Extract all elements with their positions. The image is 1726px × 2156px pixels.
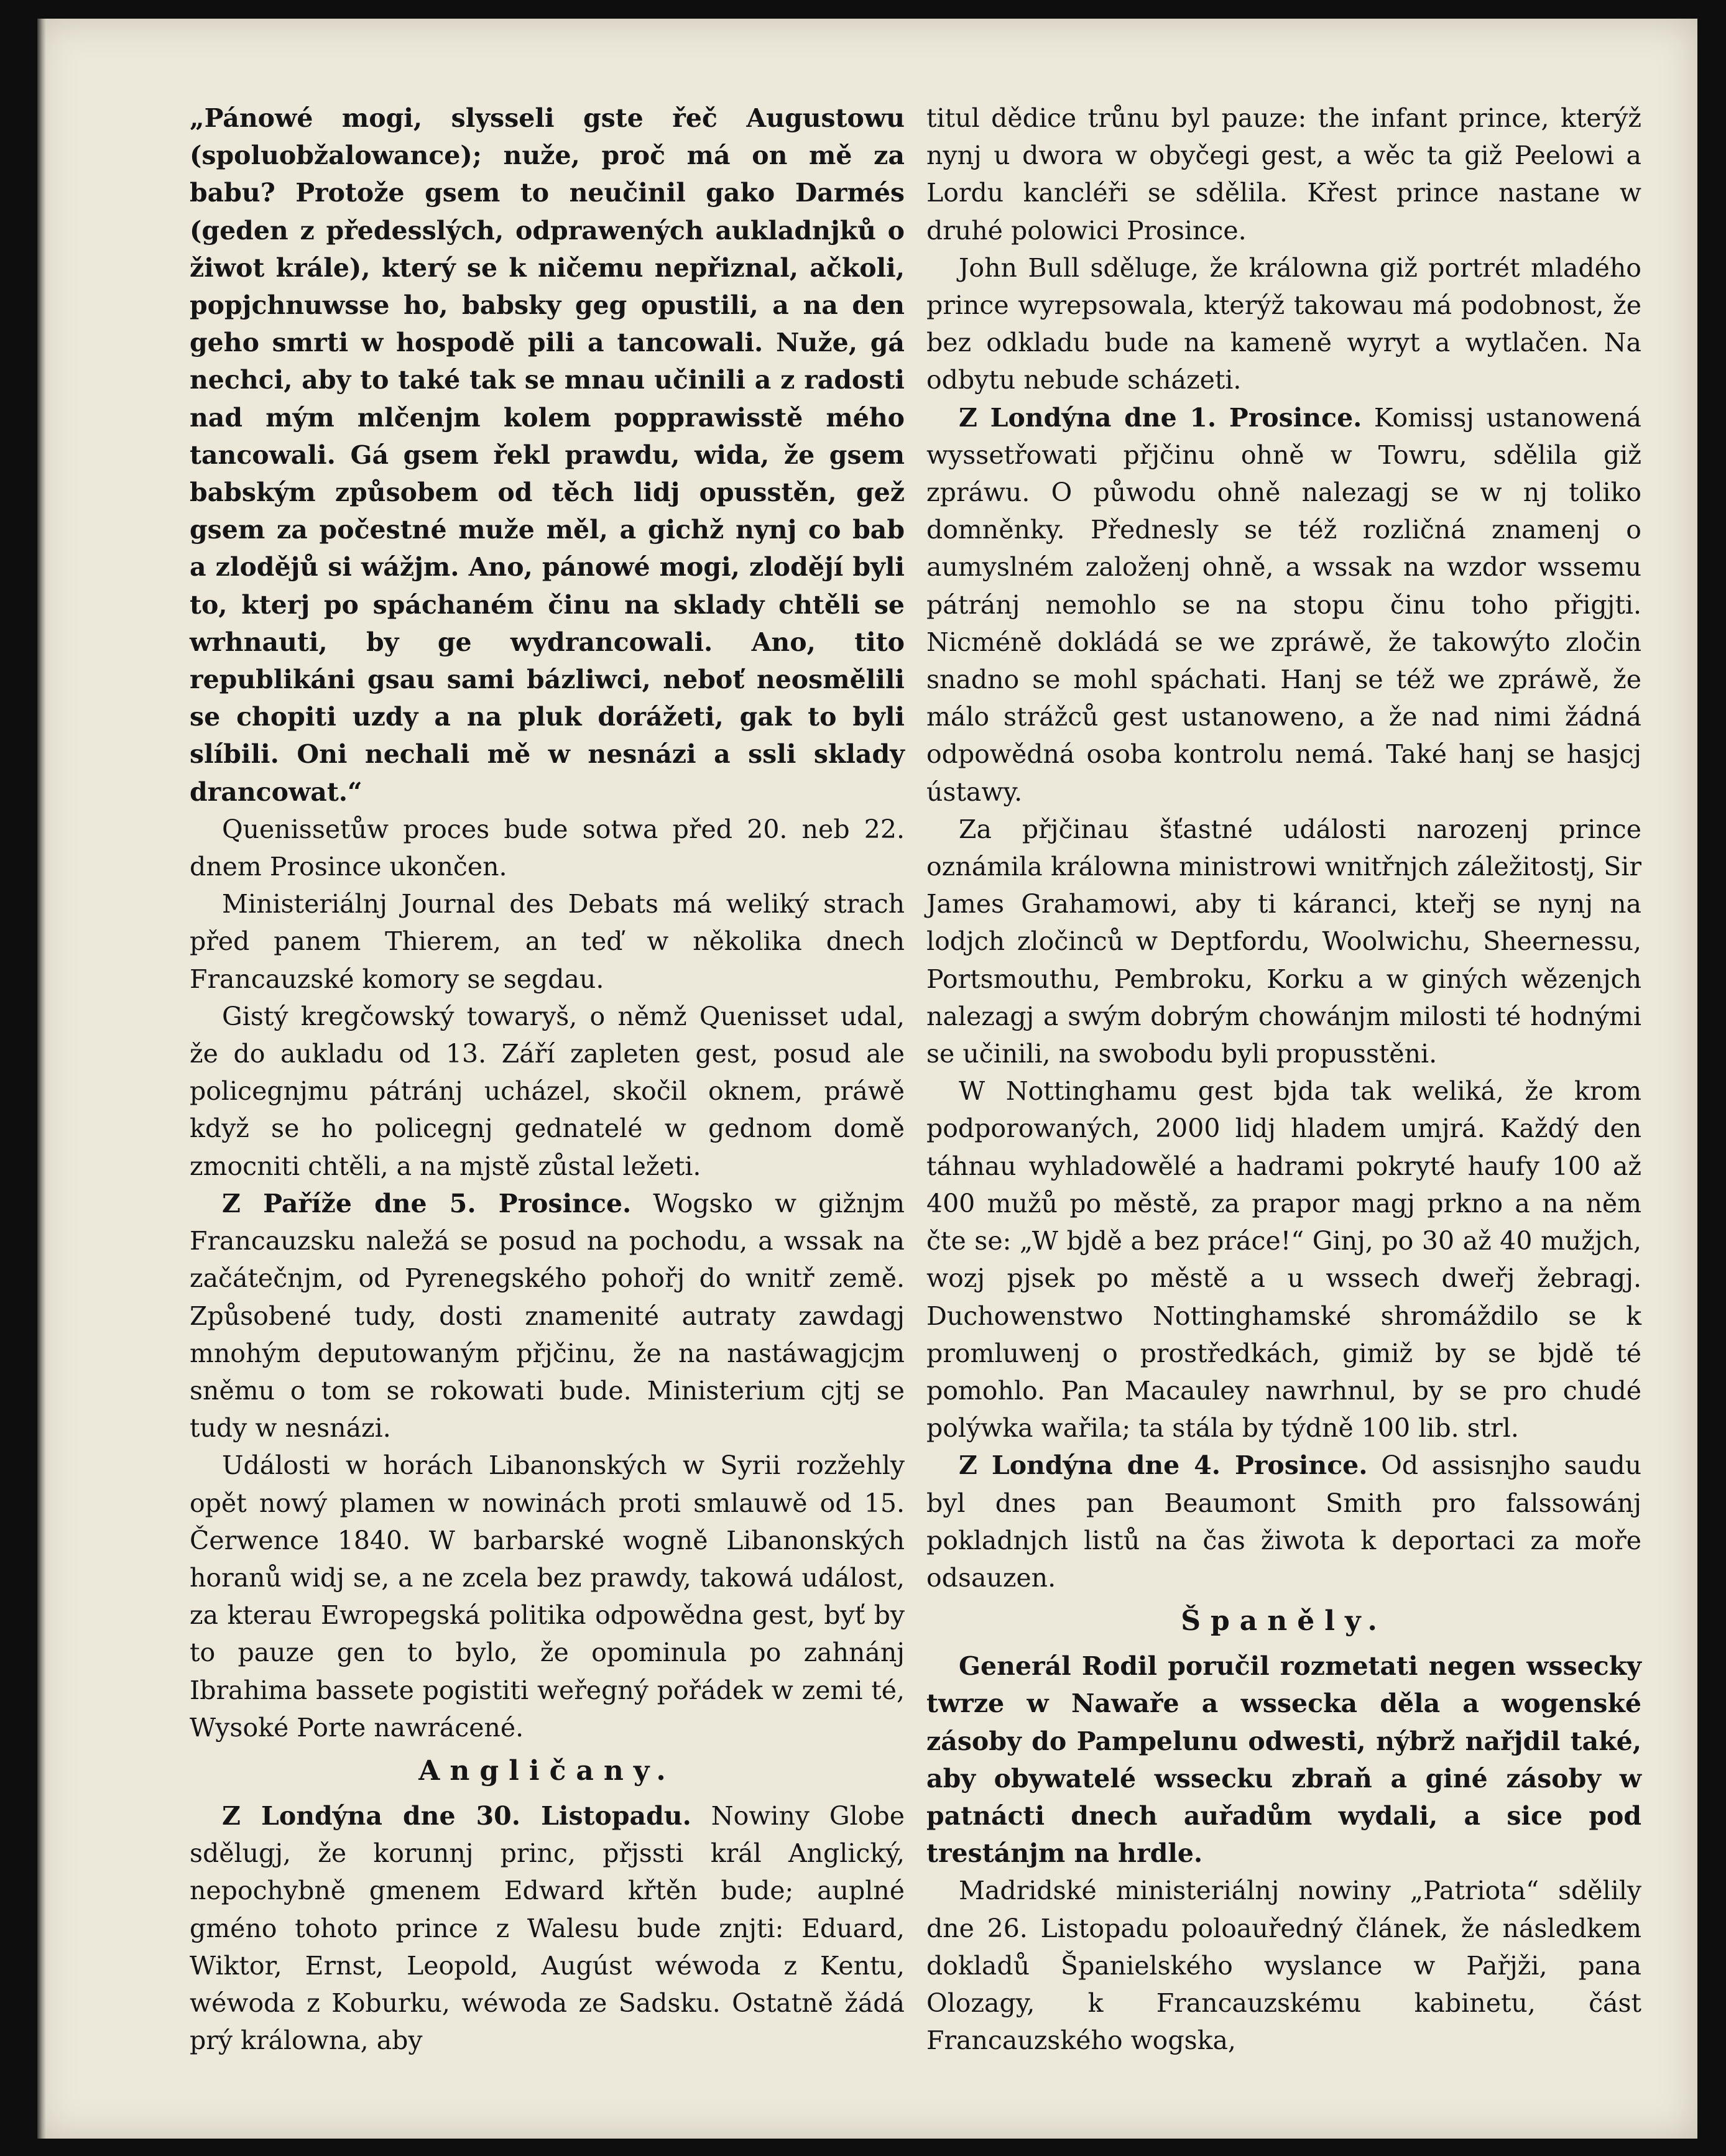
london-30-text: Nowiny Globe sdělugj, že korunnj princ, přjssti král Anglický, nepochybně gmenem Edward křtěn bude; auplné gméno tohoto prince z Walesu bude znjti: Eduard, Wiktor, Ernst, Leopold, Augúst wéwoda z Kentu, wéwoda z Koburku, wéwoda ze Sadsku. Ostatně žádá prý králowna, aby — [190, 1800, 905, 2056]
london-4-text: Od assisnjho saudu byl dnes pan Beaumont Smith pro falssowánj pokladnjch listů na čas žiwota k deportaci za moře odsauzen. — [926, 1450, 1641, 1593]
paragraph-libanon: Události w horách Libanonských w Syrii rozžehly opět nowý plamen w nowinách proti smlauwě od 15. Čerwence 1840. W barbarské wogně Libanonských horanů widj se, a ne zcela bez prawdy, takowá událost, za kterau Ewropegská politika odpowědna gest, byť by to pauze gen to bylo, že opominula po zahnánj Ibrahima bassete pogistiti weřegný pořádek w zemi té, Wysoké Porte nawrácené. — [190, 1450, 905, 1743]
section-heading-anglicany: Angličany. — [418, 1754, 676, 1787]
paragraph-nottingham: W Nottinghamu gest bjda tak weliká, že krom podporowaných, 2000 lidj hladem umjrá. Každý den táhnau wyhladowělé a hadrami pokryté haufy 100 až 400 mužů po městě, za prapor magj prkno a na něm čte se: „W bjdě a bez práce!“ Ginj, po 30 až 40 mužjch, wozj pjsek po městě a u wssech dweřj žebragj. Duchowenstwo Nottinghamské shromáždilo se k promluwenj o prostředkách, gimiž by se bjdě té pomohlo. Pan Macauley nawrhnul, by se pro chudé polýwka wařila; ta stála by týdně 100 lib. strl. — [926, 1076, 1641, 1444]
london-1-text: Komissj ustanowená wyssetřowati přjčinu ohně w Towru, sdělila giž zpráwu. O půwodu ohně nalezagj se w nj toliko domněnky. Přednesly se též rozličná znamenj o aumyslném založenj ohně, a wssak na wzdor wssemu pátránj nemohlo se na stopu činu toho přigjti. Nicméně dokládá se we zpráwě, že takowýto zločin snadno se mohl spáchati. Hanj se též we zpráwě, že málo strážců gest ustanoweno, a že nad nimi žádná odpowědná osoba kontrolu nemá. Také hanj se hasjcj ústawy. — [926, 402, 1641, 807]
paragraph-london-1 — [926, 399, 1641, 811]
paragraph-paris — [190, 1185, 905, 1447]
paragraph-madrid: Madridské ministeriálnj nowiny „Patriota“ sdělily dne 26. Listopadu poloauředný článek, že následkem dokladů Španielského wyslance w Pařjži, pana Olozagy, k Francauzskému kabinetu, část Francauzského wogska, — [926, 1876, 1641, 2056]
dateline-paris: Z Paříže dne 5. Prosince. — [222, 1188, 632, 1219]
paragraph-titul: titul dědice trůnu byl pauze: the infant prince, kterýž nynj u dwora w obyčegi gest, a wěc ta giž Peelowi a Lordu kancléři se sdělila. Křest prince nastane w druhé polowici Prosince. — [926, 103, 1641, 246]
dateline-london-4: Z Londýna dne 4. Prosince. — [959, 1450, 1368, 1481]
section-heading-spanely: Španěly. — [1181, 1605, 1387, 1638]
dateline-london-30: Z Londýna dne 30. Listopadu. — [222, 1800, 691, 1831]
newspaper-page — [37, 19, 1697, 2139]
paragraph-quenisset-process: Quenissetůw proces bude sotwa před 20. neb 22. dnem Prosince ukončen. — [190, 814, 905, 882]
quote-paragraph: „Pánowé mogi, slysseli gste řeč Augustowu (spoluobžalowance); nuže, proč má on mě za babu? Protože gsem to neučinil gako Darmés (geden z předesslých, odprawených aukladnjků o žiwot krále), který se k ničemu nepřiznal, ačkoli, popjchnuwsse ho, babsky geg opustili, a na den geho smrti w hospodě pili a tancowali. Nuže, gá nechci, aby to také tak se mnau učinili a z radosti nad mým mlčenjm kolem popprawisstě mého tancowali. Gá gsem řekl prawdu, wida, že gsem babským způsobem od těch lidj opusstěn, gež gsem za počestné muže měl, a gichž nynj co bab a zlodějů si wážjm. Ano, pánowé mogi, zlodějí byli to, kterj po spáchaném činu na sklady chtěli se wrhnauti, by ge wydrancowali. Ano, tito republikáni gsau sami bázliwci, neboť neosmělili se chopiti uzdy a na pluk dorážeti, gak to byli slíbili. Oni nechali mě w nesnázi a ssli sklady drancowat.“ — [190, 103, 905, 807]
dateline-london-1: Z Londýna dne 1. Prosince. — [959, 402, 1362, 433]
paragraph-london-30 — [190, 1797, 905, 2059]
paragraph-london-4 — [926, 1447, 1641, 1596]
right-column — [926, 99, 1641, 2059]
paragraph-rodil: Generál Rodil poručil rozmetati negen wssecky twrze w Nawaře a wssecka děla a wogenské zásoby do Pampelunu odwesti, nýbrž nařjdil také, aby obywatelé wssecku zbraň a giné zásoby w patnácti dnech auřadům wydali, a sice pod trestánjm na hrdle. — [926, 1651, 1641, 1869]
paris-text: Wogsko w gižnjm Francauzsku naležá se posud na pochodu, a wssak na začátečnjm, od Pyrenegského pohořj do wnitř země. Způsobené tudy, dosti znamenité autraty zawdagj mnohým deputowaným přjčinu, že na nastáwagjcjm sněmu o tom se rokowati bude. Ministerium cjtj se tudy w nesnázi. — [190, 1188, 905, 1444]
paragraph-kregcowsky: Gistý kregčowský towaryš, o němž Quenisset udal, že do aukladu od 13. Září zapleten gest, posud ale policegnjmu pátránj ucházel, skočil oknem, práwě když se ho policegnj gednatelé w gednom domě zmocniti chtěli, a na mjstě zůstal ležeti. — [190, 1001, 905, 1181]
paragraph-ministerial-journal: Ministeriálnj Journal des Debats má weliký strach před panem Thierem, an teď w několika dnech Francauzské komory se segdau. — [190, 889, 905, 994]
paragraph-prince-birth: Za přjčinau šťastné události narozenj prince oznámila králowna ministrowi wnitřnjch záležitostj, Sir James Grahamowi, aby ti káranci, kteřj se nynj na lodjch zločinců w Deptfordu, Woolwichu, Sheernessu, Portsmouthu, Pembroku, Korku a w giných wězenjch nalezagj a swým dobrým chowánjm milosti té hodnými se učinili, na swobodu byli propusstěni. — [926, 814, 1641, 1069]
paragraph-john-bull: John Bull sděluge, že králowna giž portrét mladého prince wyrepsowala, kterýž takowau má podobnost, že bez odkladu bude na kameně wyryt a wytlačen. Na odbytu nebude scházeti. — [926, 252, 1641, 395]
left-column — [190, 99, 905, 2059]
